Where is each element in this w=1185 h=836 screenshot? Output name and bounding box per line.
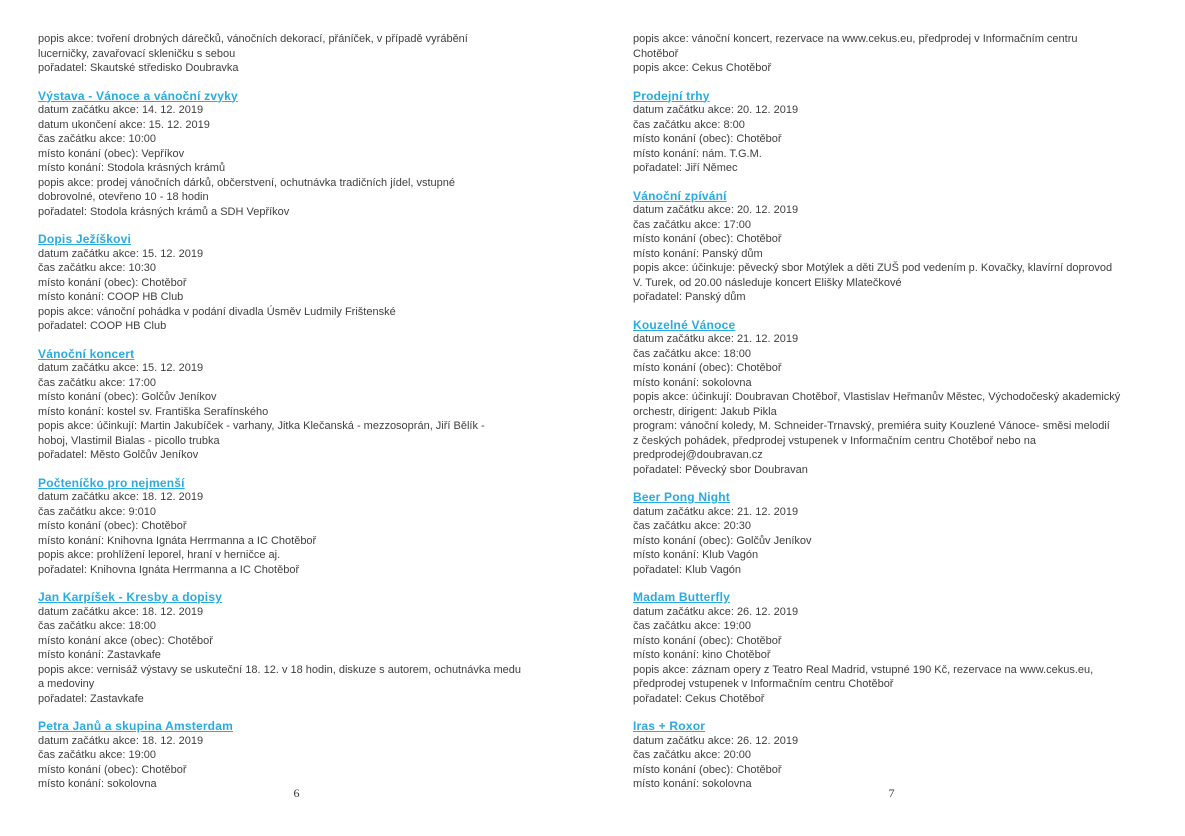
event-detail-line: místo konání: Panský dům bbox=[633, 247, 763, 260]
event-detail-line: pořadatel: Zastavkafe bbox=[38, 692, 144, 705]
event-title-link[interactable]: Prodejní trhy bbox=[633, 88, 710, 103]
event-detail-line: místo konání (obec): Chotěboř bbox=[38, 520, 187, 532]
event-detail-line: popis akce: účinkují: Martin Jakubíček - varhany, Jitka Klečanská - mezzosoprán, Jiří Bělík - bbox=[38, 420, 485, 432]
event-title-link[interactable]: Vánoční koncert bbox=[38, 346, 135, 361]
event-block bbox=[633, 318, 1178, 478]
event-detail-line: čas začátku akce: 17:00 bbox=[38, 376, 157, 389]
event-detail-line: datum začátku akce: 26. 12. 2019 bbox=[633, 605, 799, 618]
event-block bbox=[633, 490, 1178, 577]
page-6 bbox=[38, 0, 583, 836]
event-detail-line: místo konání (obec): Chotěboř bbox=[633, 133, 782, 145]
event-detail-line: čas začátku akce: 18:00 bbox=[633, 347, 752, 360]
event-detail-line: místo konání (obec): Chotěboř bbox=[633, 763, 782, 776]
event-detail-line: čas začátku akce: 19:00 bbox=[38, 749, 157, 761]
event-detail-line: pořadatel: Pěvecký sbor Doubravan bbox=[633, 463, 808, 476]
event-detail-line: pořadatel: Stodola krásných krámů a SDH Vepříkov bbox=[38, 205, 290, 218]
event-block bbox=[633, 590, 1178, 706]
event-title-link[interactable]: Jan Karpíšek - Kresby a dopisy bbox=[38, 590, 223, 604]
event-block bbox=[633, 719, 1178, 792]
event-detail-line: popis akce: Cekus Chotěboř bbox=[633, 62, 772, 74]
event-detail-line: místo konání: sokolovna bbox=[633, 376, 752, 389]
event-detail-line: místo konání (obec): Vepříkov bbox=[38, 147, 185, 160]
event-detail-line: místo konání akce (obec): Chotěboř bbox=[38, 634, 213, 647]
continued-event-block bbox=[633, 32, 1178, 76]
event-detail-line: místo konání (obec): Chotěboř bbox=[38, 763, 187, 776]
event-detail-line: místo konání (obec): Chotěboř bbox=[633, 362, 782, 374]
event-title-link[interactable]: Madam Butterfly bbox=[633, 590, 731, 604]
event-detail-line: z českých pohádek, předprodej vstupenek v Informačním centru Chotěboř nebo na bbox=[633, 434, 1036, 447]
event-detail-line: popis akce: vernisáž výstavy se uskuteční 18. 12. v 18 hodin, diskuze s autorem, ochutnávka medu bbox=[38, 663, 522, 676]
event-detail-line: datum ukončení akce: 15. 12. 2019 bbox=[38, 118, 210, 131]
event-detail-line: a medoviny bbox=[38, 678, 95, 690]
event-detail-line: hoboj, Vlastimil Bialas - picollo trubka bbox=[38, 434, 220, 447]
event-detail-line: čas začátku akce: 9:010 bbox=[38, 505, 157, 518]
event-detail-line: popis akce: účinkují: Doubravan Chotěboř, Vlastislav Heřmanův Městec, Východočeský akademický bbox=[633, 391, 1121, 403]
event-detail-line: Chotěboř bbox=[633, 47, 679, 60]
event-detail-line: orchestr, dirigent: Jakub Pikla bbox=[633, 405, 777, 418]
event-detail-line: dobrovolné, otevřeno 10 - 18 hodin bbox=[38, 191, 209, 203]
event-detail-line: místo konání: Knihovna Ignáta Herrmanna a IC Chotěboř bbox=[38, 534, 317, 547]
event-detail-line: místo konání: Stodola krásných krámů bbox=[38, 162, 226, 174]
event-detail-line: datum začátku akce: 26. 12. 2019 bbox=[633, 734, 799, 747]
event-block bbox=[38, 232, 583, 334]
event-title-link[interactable]: Vánoční zpívání bbox=[633, 188, 727, 203]
event-detail-line: čas začátku akce: 20:30 bbox=[633, 520, 752, 532]
event-detail-line: popis akce: vánoční pohádka v podání divadla Úsměv Ludmily Frištenské bbox=[38, 305, 396, 318]
event-block bbox=[38, 719, 583, 792]
event-detail-line: pořadatel: Knihovna Ignáta Herrmanna a IC Chotěboř bbox=[38, 563, 300, 576]
event-title-link[interactable]: Dopis Ježíškovi bbox=[38, 232, 132, 246]
event-block bbox=[38, 89, 583, 220]
event-detail-line: pořadatel: Skautské středisko Doubravka bbox=[38, 62, 239, 74]
event-detail-line: čas začátku akce: 10:30 bbox=[38, 262, 157, 274]
event-block bbox=[633, 89, 1178, 176]
event-detail-line: popis akce: prohlížení leporel, hraní v herničce aj. bbox=[38, 549, 281, 561]
event-detail-line: datum začátku akce: 21. 12. 2019 bbox=[633, 333, 799, 345]
event-detail-line: datum začátku akce: 18. 12. 2019 bbox=[38, 734, 204, 747]
event-detail-line: čas začátku akce: 8:00 bbox=[633, 118, 745, 131]
event-detail-line: pořadatel: COOP HB Club bbox=[38, 320, 167, 332]
event-detail-line: místo konání: sokolovna bbox=[38, 778, 157, 790]
event-title-link[interactable]: Iras + Roxor bbox=[633, 719, 706, 733]
event-detail-line: datum začátku akce: 18. 12. 2019 bbox=[38, 605, 204, 618]
event-detail-line: čas začátku akce: 17:00 bbox=[633, 218, 752, 231]
event-detail-line: pořadatel: Město Golčův Jeníkov bbox=[38, 449, 199, 461]
event-title-link[interactable]: Výstava - Vánoce a vánoční zvyky bbox=[38, 88, 238, 103]
event-detail-line: popis akce: vánoční koncert, rezervace na www.cekus.eu, předprodej v Informačním centru bbox=[633, 33, 1078, 45]
event-detail-line: místo konání (obec): Chotěboř bbox=[633, 233, 782, 245]
page-7 bbox=[633, 0, 1178, 836]
event-title-link[interactable]: Beer Pong Night bbox=[633, 490, 731, 504]
event-block bbox=[38, 590, 583, 706]
page-number: 7 bbox=[888, 786, 895, 800]
event-detail-line: datum začátku akce: 20. 12. 2019 bbox=[633, 104, 799, 116]
event-detail-line: pořadatel: Jiří Němec bbox=[633, 162, 738, 174]
event-title-link[interactable]: Počteníčko pro nejmenší bbox=[38, 475, 185, 490]
event-detail-line: místo konání (obec): Chotěboř bbox=[38, 276, 187, 289]
event-detail-line: čas začátku akce: 10:00 bbox=[38, 133, 157, 145]
event-detail-line: popis akce: tvoření drobných dárečků, vánočních dekorací, přáníček, v případě vyrábění bbox=[38, 33, 468, 45]
continued-event-block bbox=[38, 32, 583, 76]
event-detail-line: předprodej vstupenek v Informačním centru Chotěboř bbox=[633, 678, 894, 690]
event-detail-line: popis akce: účinkuje: pěvecký sbor Motýlek a děti ZUŠ pod vedením p. Kovačky, klavírní doprovod bbox=[633, 262, 1113, 274]
event-detail-line: čas začátku akce: 20:00 bbox=[633, 749, 752, 761]
event-detail-line: program: vánoční koledy, M. Schneider-Trnavský, premiéra suity Kouzlené Vánoce- směsi melodií bbox=[633, 420, 1110, 432]
event-block bbox=[633, 189, 1178, 305]
event-block bbox=[38, 476, 583, 578]
event-detail-line: datum začátku akce: 15. 12. 2019 bbox=[38, 362, 204, 374]
event-detail-line: místo konání: sokolovna bbox=[633, 778, 752, 790]
event-detail-line: pořadatel: Panský dům bbox=[633, 291, 746, 303]
event-detail-line: místo konání: COOP HB Club bbox=[38, 291, 184, 303]
event-title-link[interactable]: Petra Janů a skupina Amsterdam bbox=[38, 719, 233, 733]
event-detail-line: datum začátku akce: 21. 12. 2019 bbox=[633, 505, 799, 518]
event-detail-line: místo konání (obec): Chotěboř bbox=[633, 634, 782, 647]
event-detail-line: čas začátku akce: 19:00 bbox=[633, 620, 752, 632]
event-detail-line: čas začátku akce: 18:00 bbox=[38, 620, 157, 632]
event-detail-line: místo konání: nám. T.G.M. bbox=[633, 147, 762, 160]
event-detail-line: místo konání: kostel sv. Františka Serafínského bbox=[38, 405, 269, 418]
event-detail-line: popis akce: prodej vánočních dárků, občerstvení, ochutnávka tradičních jídel, vstupné bbox=[38, 176, 456, 189]
event-detail-line: místo konání: Klub Vagón bbox=[633, 549, 759, 561]
event-detail-line: datum začátku akce: 18. 12. 2019 bbox=[38, 491, 204, 503]
event-detail-line: místo konání: kino Chotěboř bbox=[633, 649, 771, 661]
event-block bbox=[38, 347, 583, 463]
event-detail-line: lucerničky, zavařovací skleničku s sebou bbox=[38, 47, 236, 60]
event-title-link[interactable]: Kouzelné Vánoce bbox=[633, 317, 736, 332]
event-detail-line: místo konání (obec): Golčův Jeníkov bbox=[38, 391, 217, 403]
event-detail-line: popis akce: záznam opery z Teatro Real Madrid, vstupné 190 Kč, rezervace na www.cekus.eu, bbox=[633, 663, 1094, 676]
event-detail-line: datum začátku akce: 14. 12. 2019 bbox=[38, 104, 204, 116]
event-detail-line: V. Turek, od 20.00 následuje koncert Elišky Mlatečkové bbox=[633, 276, 902, 289]
page-content bbox=[633, 32, 1178, 805]
page-number: 6 bbox=[293, 786, 300, 800]
event-detail-line: místo konání: Zastavkafe bbox=[38, 649, 161, 661]
event-detail-line: pořadatel: Cekus Chotěboř bbox=[633, 692, 765, 705]
event-detail-line: datum začátku akce: 15. 12. 2019 bbox=[38, 247, 204, 260]
page-content bbox=[38, 32, 583, 805]
event-detail-line: predprodej@doubravan.cz bbox=[633, 449, 763, 461]
event-detail-line: datum začátku akce: 20. 12. 2019 bbox=[633, 204, 799, 216]
event-detail-line: pořadatel: Klub Vagón bbox=[633, 563, 742, 576]
event-detail-line: místo konání (obec): Golčův Jeníkov bbox=[633, 534, 812, 547]
